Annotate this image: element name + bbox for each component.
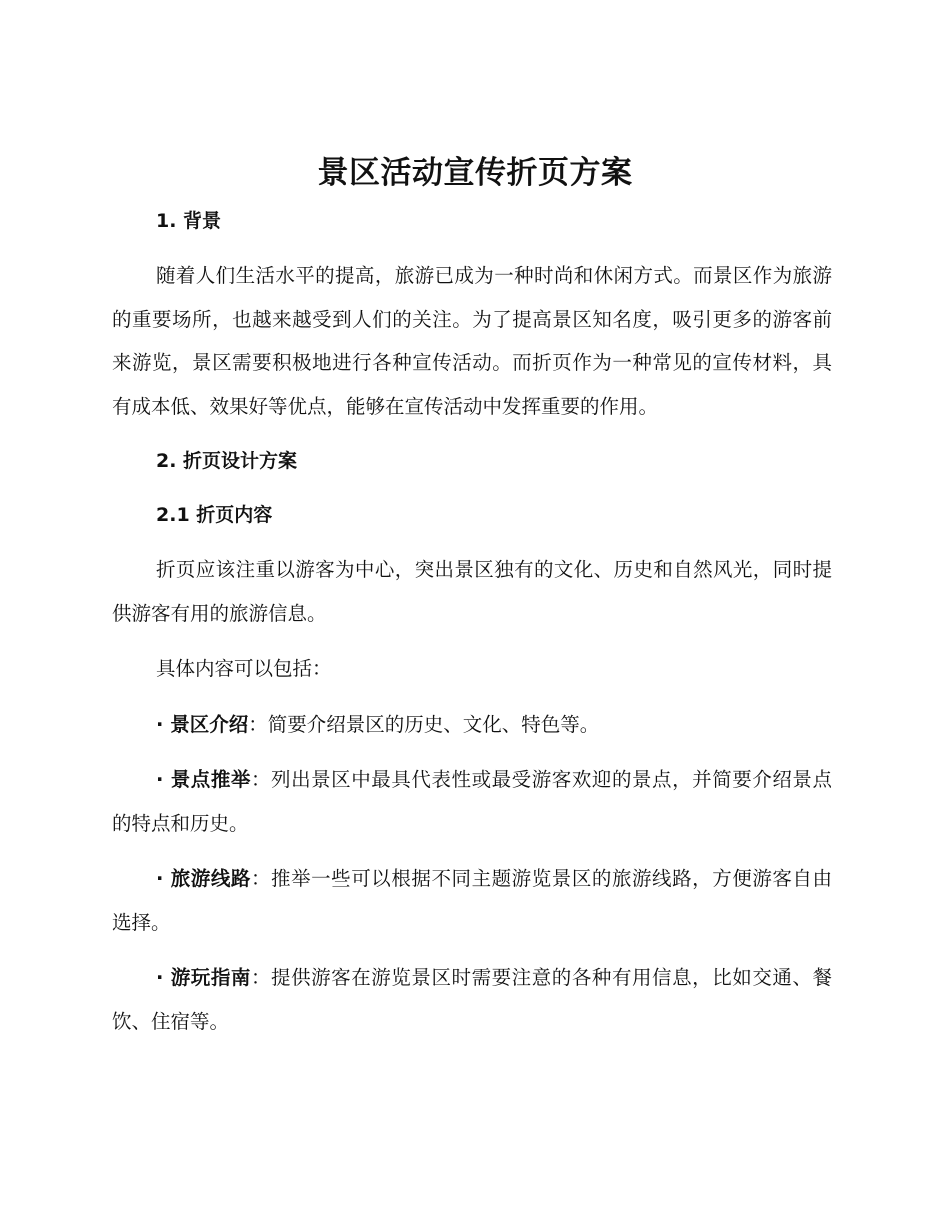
bullet-label: · 旅游线路 [156,867,251,890]
list-item [112,703,832,747]
section-heading-design: 2. 折页设计方案 [156,450,298,472]
bullet-text: ：列出景区中最具代表性或最受游客欢迎的景点，并简要介绍景点的特点和历史。 [112,768,832,835]
background-paragraph: 随着人们生活水平的提高，旅游已成为一种时尚和休闲方式。而景区作为旅游的重要场所，也越来越受到人们的关注。为了提高景区知名度，吸引更多的游客前来游览，景区需要积极地进行各种宣传活动。而折页作为一种常见的宣传材料，具有成本低、效果好等优点，能够在宣传活动中发挥重要的作用。 [112,264,832,418]
document-title: 景区活动宣传折页方案 [317,155,633,191]
bullet-text: ：简要介绍景区的历史、文化、特色等。 [248,712,600,736]
section-heading-content: 2.1 折页内容 [156,504,273,526]
document-body [112,200,832,1043]
list-item [112,857,832,944]
content-intro: 具体内容可以包括： [156,657,332,680]
list-item [112,956,832,1043]
bullet-text: ：提供游客在游览景区时需要注意的各种有用信息，比如交通、餐饮、住宿等。 [112,966,832,1033]
bullet-label: · 游玩指南 [156,966,251,989]
list-item [112,758,832,845]
section-heading-background: 1. 背景 [156,210,222,232]
content-paragraph: 折页应该注重以游客为中心，突出景区独有的文化、历史和自然风光，同时提供游客有用的旅游信息。 [112,558,832,625]
bullet-label: · 景点推举 [156,768,251,791]
bullet-text: ：推举一些可以根据不同主题游览景区的旅游线路，方便游客自由选择。 [112,867,832,934]
bullet-label: · 景区介绍 [156,712,249,736]
